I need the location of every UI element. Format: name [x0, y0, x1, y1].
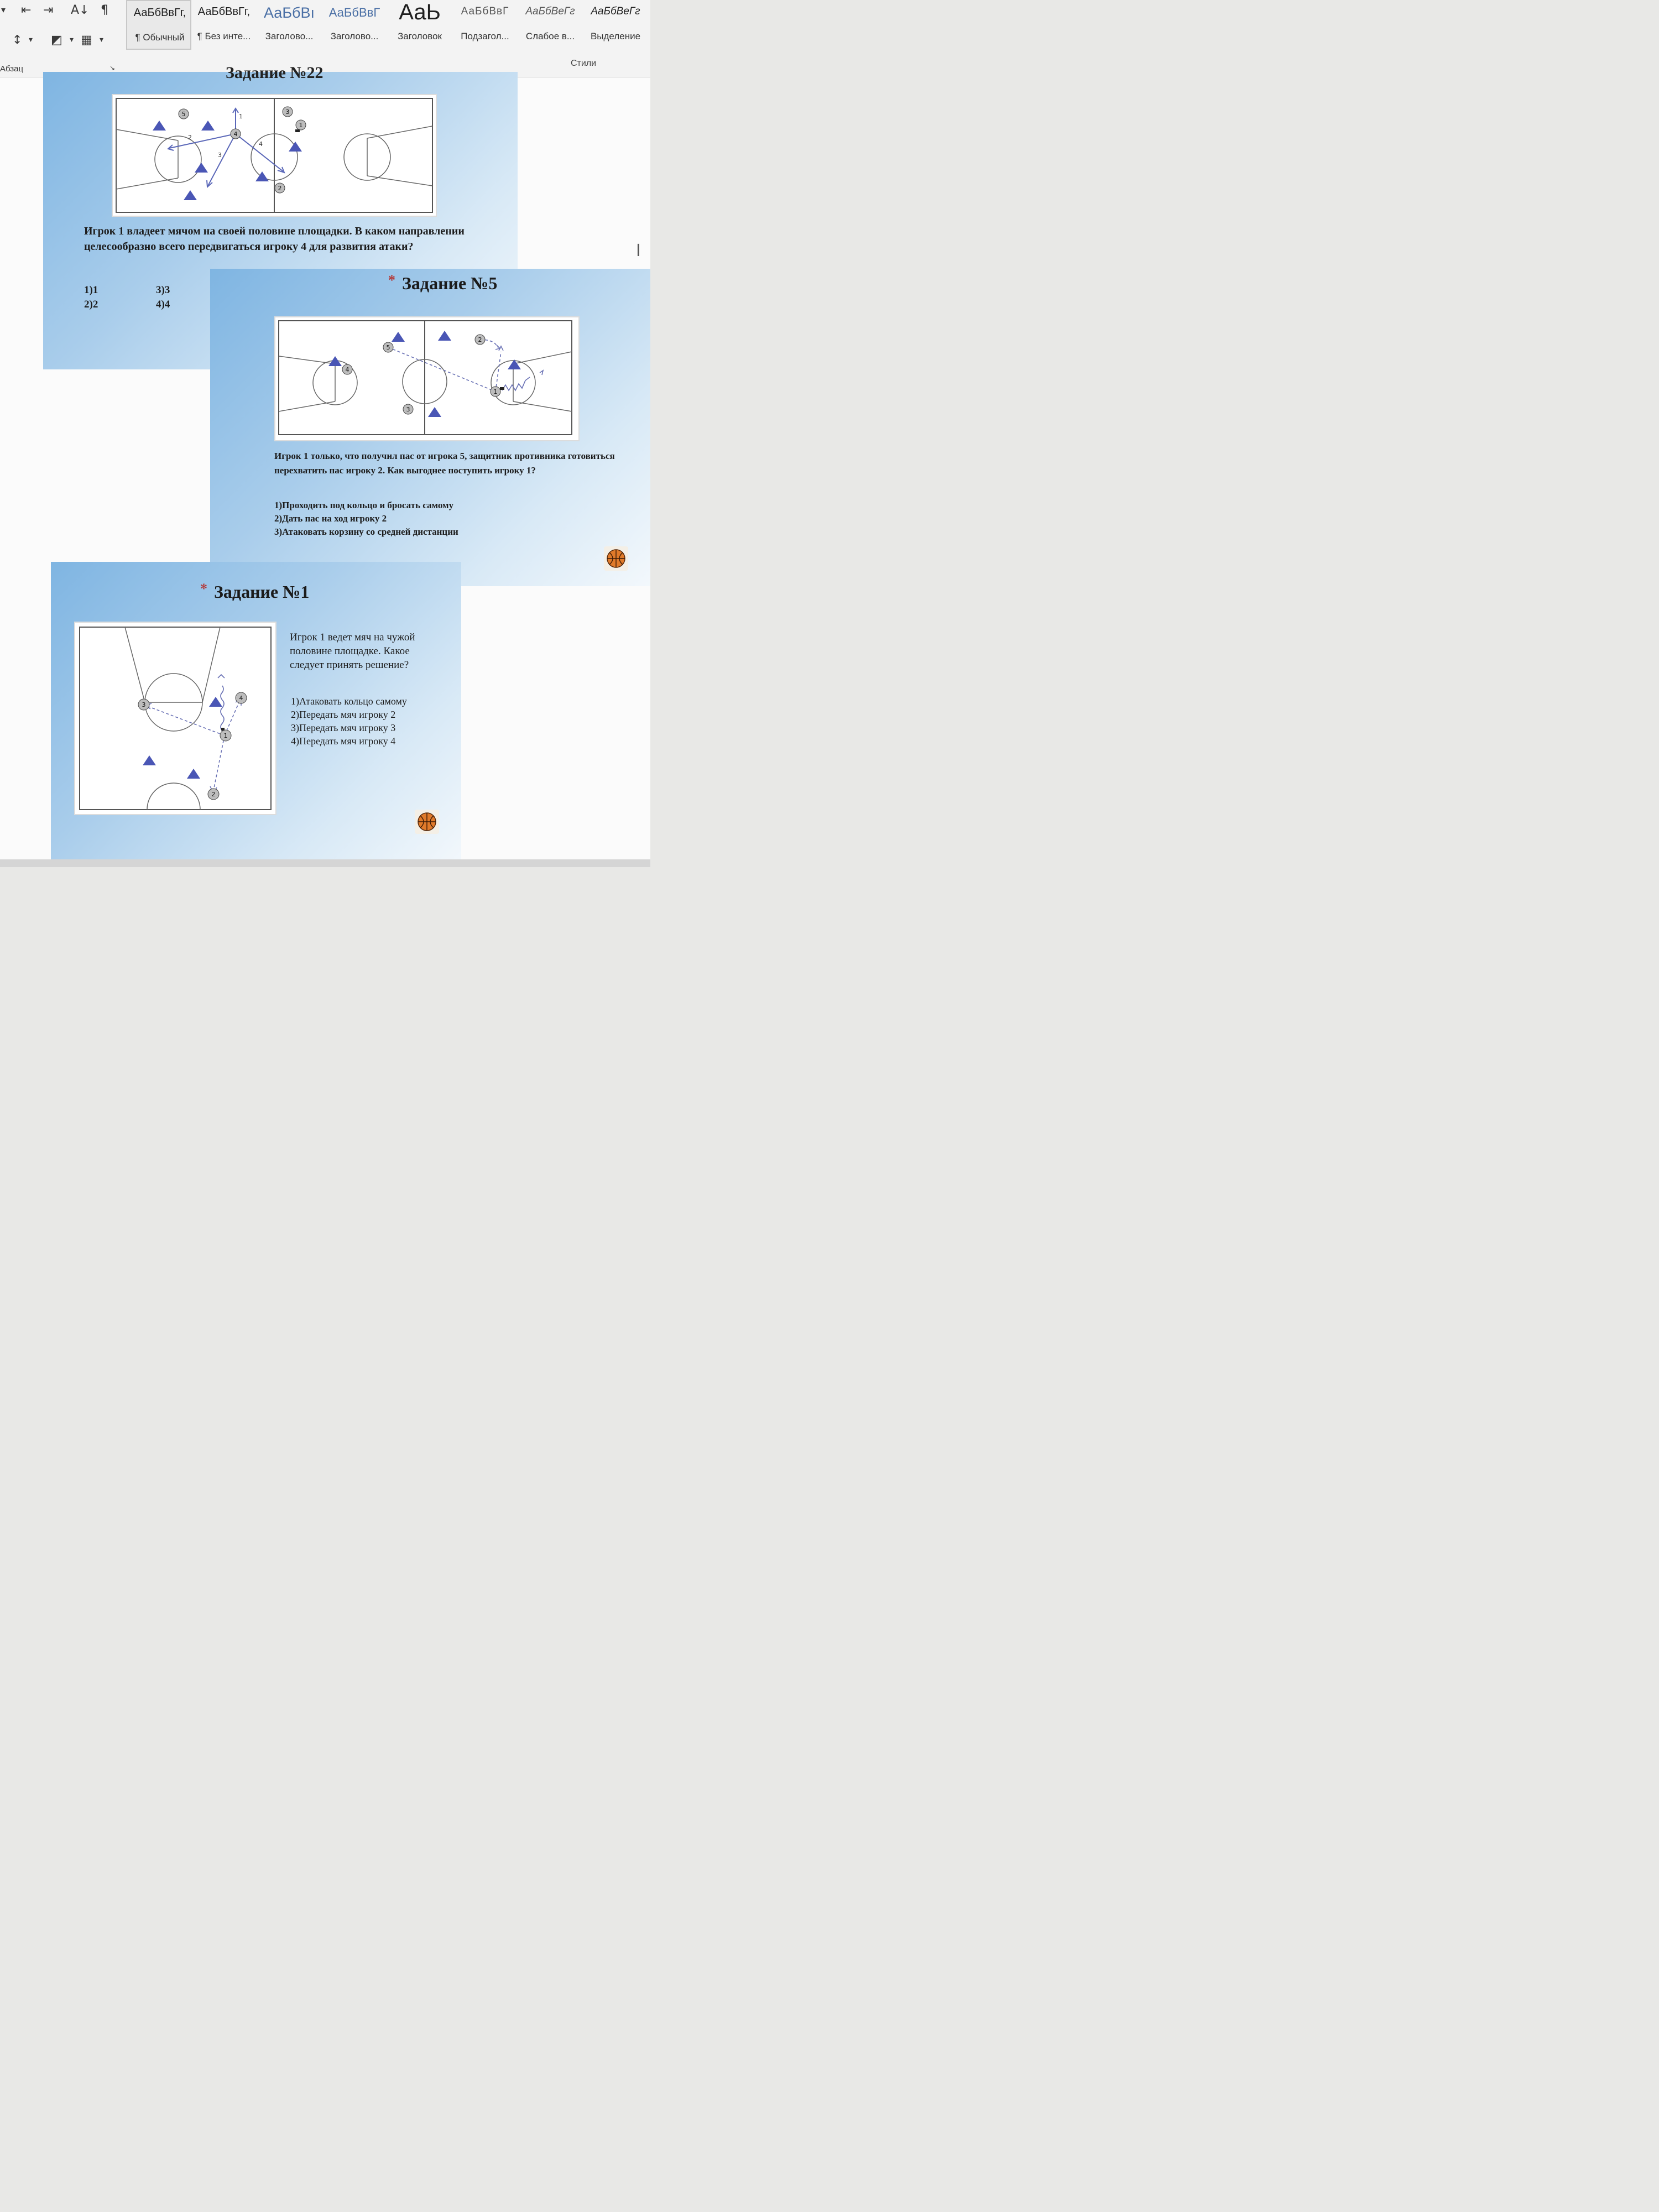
player-label: 4 [233, 131, 238, 138]
player-label: 2 [211, 791, 216, 798]
star-bullet-icon: * [388, 272, 395, 288]
style-name: ¶ Обычный [135, 32, 185, 43]
answer-option[interactable]: 1)Проходить под кольцо и бросать самому [274, 500, 454, 510]
style-name: Заголовок [398, 31, 442, 41]
line-spacing-button[interactable]: ↕ [12, 33, 23, 47]
styles-gallery [126, 0, 650, 51]
player-label: 3 [406, 406, 410, 413]
style-sample: АаБбВеГг [591, 6, 640, 17]
answer-option[interactable]: 2)2 [84, 299, 98, 310]
style-sample: АаБбВı [263, 4, 315, 21]
basketball-icon [415, 810, 439, 834]
document-edge [0, 859, 650, 867]
arrow-label: 4 [259, 140, 263, 148]
answer-option[interactable]: 1)1 [84, 284, 98, 296]
slide-title-partial: Задание №22 [226, 64, 324, 82]
player-label: 1 [223, 732, 228, 739]
arrow-label: 1 [239, 113, 243, 120]
pilcrow-button[interactable]: ¶ [101, 3, 108, 17]
style-name: Подзагол... [461, 31, 509, 41]
chevron-down-icon[interactable]: ▾ [70, 35, 74, 44]
style-title[interactable] [387, 0, 452, 50]
player-label: 3 [285, 108, 290, 116]
player-label: 2 [478, 336, 482, 343]
player-label: 5 [386, 344, 390, 351]
style-normal[interactable] [126, 0, 191, 50]
chevron-down-icon[interactable]: ▾ [100, 35, 104, 44]
style-no-spacing[interactable] [191, 0, 257, 50]
court-diagram [112, 94, 437, 217]
borders-button[interactable]: ▦ [81, 33, 92, 47]
style-subtitle[interactable] [452, 0, 518, 50]
question-text: Игрок 1 ведет мяч на чужой половине площадке. Какое следует принять решение? [290, 632, 415, 671]
paragraph-group-label: Абзац [0, 64, 24, 74]
arrow-label: 2 [188, 134, 192, 141]
answer-option[interactable]: 4)Передать мяч игроку 4 [291, 735, 396, 747]
decrease-indent-button[interactable]: ⇤ [21, 3, 32, 17]
style-sample: АаБбВвГ [328, 6, 380, 19]
style-name: Слабое в... [525, 31, 575, 41]
style-heading-1[interactable] [257, 0, 322, 50]
answer-option[interactable]: 3)3 [156, 284, 170, 296]
style-subtle-emphasis[interactable] [518, 0, 583, 50]
shading-button[interactable]: ◩ [51, 33, 62, 47]
answer-option[interactable]: 2)Передать мяч игроку 2 [291, 709, 396, 720]
answer-option[interactable]: 2)Дать пас на ход игроку 2 [274, 513, 387, 524]
player-label: 4 [239, 695, 243, 702]
question-text: Игрок 1 владеет мячом на своей половине площадки. В каком направлении целесообразно всего передвигаться игроку 4 для развития атаки? [84, 225, 465, 253]
text-cursor-icon: I [636, 241, 641, 260]
court-diagram-svg [113, 95, 436, 216]
arrow-label: 3 [218, 152, 222, 159]
answer-option[interactable]: 1)Атаковать кольцо самому [291, 696, 407, 707]
player-label: 3 [142, 701, 146, 708]
player-label: 4 [345, 366, 349, 373]
court-diagram-svg [75, 623, 275, 814]
chevron-down-icon[interactable]: ▾ [29, 35, 33, 44]
slide-task-1 [51, 562, 461, 867]
slide-task-5 [210, 269, 650, 586]
style-emphasis[interactable] [583, 0, 648, 50]
style-sample: АаЬ [399, 0, 441, 24]
basketball-icon [604, 546, 628, 571]
court-diagram-svg [275, 317, 578, 440]
court-diagram [274, 316, 580, 441]
answer-option[interactable]: 3)Передать мяч игроку 3 [291, 722, 396, 733]
style-name: Выделение [590, 31, 641, 41]
ribbon [0, 0, 650, 82]
court-diagram [74, 622, 276, 815]
question-text: Игрок 1 только, что получил пас от игрока 5, защитник противника готовиться перехватить пас игроку 2. Как выгоднее поступить игроку 1? [274, 451, 615, 476]
slide-title [200, 582, 309, 602]
player-label: 1 [493, 388, 498, 395]
style-heading-2[interactable] [322, 0, 387, 50]
player-label: 2 [278, 185, 282, 192]
styles-group-label: Стили [571, 59, 597, 68]
player-label: 1 [299, 122, 303, 129]
sort-button[interactable]: A↓ [71, 3, 90, 17]
style-name: ¶ Без инте... [197, 31, 251, 41]
slide-title-text: Задание №1 [214, 582, 310, 602]
dropdown-arrow-icon[interactable]: ▾ [1, 4, 6, 15]
increase-indent-button[interactable]: ⇥ [43, 3, 54, 17]
answer-option[interactable]: 4)4 [156, 299, 170, 310]
slide-title-text: Задание №5 [402, 273, 498, 293]
answer-option[interactable]: 3)Атаковать корзину со средней дистанции [274, 526, 458, 537]
paragraph-dialog-launcher[interactable]: ↘ [109, 64, 116, 72]
slide-title [388, 273, 497, 294]
star-bullet-icon: * [200, 581, 207, 597]
style-name: Заголово... [265, 31, 314, 41]
style-sample: АаБбВеГг [525, 6, 575, 17]
style-sample: АаБбВвГг, [197, 6, 251, 18]
style-sample: АаБбВвГг, [133, 7, 186, 19]
style-name: Заголово... [330, 31, 379, 41]
player-label: 5 [181, 111, 186, 118]
style-sample: АаБбВвГ [461, 6, 509, 17]
